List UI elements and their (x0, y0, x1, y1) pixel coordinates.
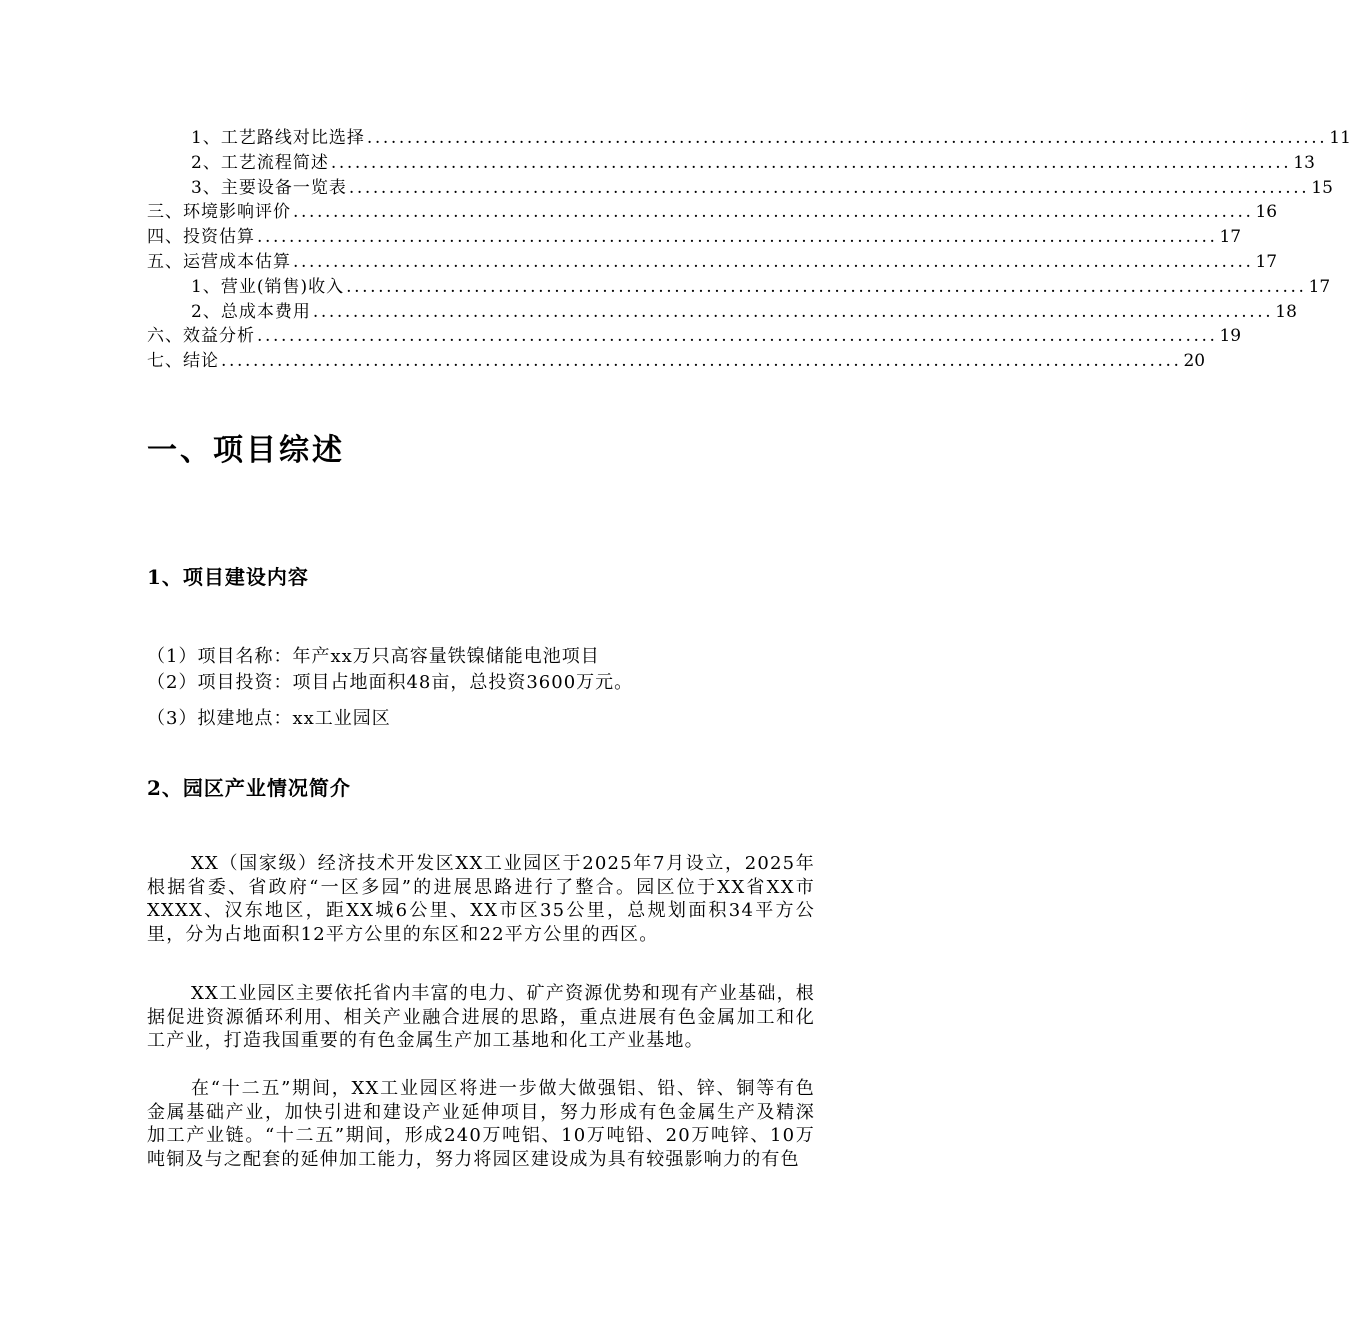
toc-dot-leader: ........................................................................................................................ (257, 227, 1218, 248)
toc-entry-page: 17 (1308, 276, 1331, 297)
toc-dot-leader: ........................................................................................................................ (293, 251, 1254, 272)
toc-entry-page: 11 (1329, 128, 1351, 148)
toc-dot-leader: ........................................................................................................................ (312, 301, 1274, 322)
body-paragraph: XX（国家级）经济技术开发区XX工业园区于2025年7月设立，2025年根据省委、省政府“一区多园”的进展思路进行了整合。园区位于XX省XX市XXXX、汉东地区，距XX城6公里、XX市区35公里，总规划面积34平方公里，分为占地面积12平方公里的东区和22平方公里的西区。 (147, 853, 815, 945)
toc-entry-label: 七、结论 (147, 351, 219, 372)
toc-entry-page: 16 (1255, 202, 1278, 223)
toc-entry-label: 2、工艺流程简述 (191, 152, 329, 173)
project-info-list (147, 644, 633, 732)
toc-entry[interactable] (147, 126, 1351, 151)
toc-dot-leader: ........................................................................................................................ (366, 128, 1328, 148)
toc-entry[interactable] (147, 275, 1331, 300)
toc-entry[interactable] (147, 225, 1242, 250)
toc-dot-leader: ........................................................................................................................ (257, 326, 1218, 347)
toc-entry-page: 13 (1293, 152, 1315, 173)
subsection-heading: 1、项目建设内容 (147, 565, 309, 589)
project-name-item: （1）项目名称：年产xx万只高容量铁镍储能电池项目 (147, 646, 600, 667)
toc-dot-leader: ........................................................................................................................ (346, 276, 1307, 297)
toc-entry[interactable] (147, 151, 1315, 176)
toc-entry-label: 3、主要设备一览表 (191, 177, 347, 198)
toc-entry-page: 15 (1311, 177, 1333, 198)
toc-entry[interactable] (147, 324, 1242, 349)
toc-entry-label: 六、效益分析 (147, 326, 255, 347)
toc-dot-leader: ........................................................................................................................ (221, 351, 1182, 372)
toc-entry-label: 五、运营成本估算 (147, 251, 291, 272)
toc-entry[interactable] (147, 250, 1278, 275)
toc-entry[interactable] (147, 349, 1206, 374)
toc-entry-label: 1、工艺路线对比选择 (191, 128, 365, 148)
toc-entry-page: 20 (1183, 351, 1206, 372)
toc-entry-label: 三、环境影响评价 (147, 202, 291, 223)
toc-entry-label: 1、营业(销售)收入 (191, 276, 345, 297)
toc-dot-leader: ........................................................................................................................ (293, 202, 1254, 223)
toc-entry-page: 18 (1275, 301, 1297, 322)
toc-dot-leader: ........................................................................................................................ (330, 152, 1292, 173)
project-location-item: （3）拟建地点：xx工业园区 (147, 708, 391, 729)
table-of-contents (147, 126, 1351, 374)
toc-entry[interactable] (147, 300, 1297, 325)
toc-entry-page: 19 (1219, 326, 1242, 347)
body-paragraph: 在“十二五”期间，XX工业园区将进一步做大做强铝、铅、锌、铜等有色金属基础产业，加快引进和建设产业延伸项目，努力形成有色金属生产及精深加工产业链。“十二五”期间，形成240万吨铝、10万吨铅、20万吨锌、10万吨铜及与之配套的延伸加工能力，努力将园区建设成为具有较强影响力的有色 (147, 1078, 815, 1170)
body-paragraph: XX工业园区主要依托省内丰富的电力、矿产资源优势和现有产业基础，根据促进资源循环利用、相关产业融合进展的思路，重点进展有色金属加工和化工产业，打造我国重要的有色金属生产加工基地和化工产业基地。 (147, 983, 815, 1052)
toc-entry-label: 四、投资估算 (147, 227, 255, 248)
toc-entry-page: 17 (1219, 227, 1242, 248)
toc-entry[interactable] (147, 200, 1278, 225)
toc-dot-leader: ........................................................................................................................ (348, 177, 1310, 198)
project-investment-item: （2）项目投资：项目占地面积48亩，总投资3600万元。 (147, 672, 634, 693)
toc-entry[interactable] (147, 176, 1333, 201)
section-heading: 一、项目综述 (147, 433, 345, 468)
subsection-heading: 2、园区产业情况简介 (147, 776, 351, 800)
toc-entry-page: 17 (1255, 251, 1278, 272)
toc-entry-label: 2、总成本费用 (191, 301, 311, 322)
